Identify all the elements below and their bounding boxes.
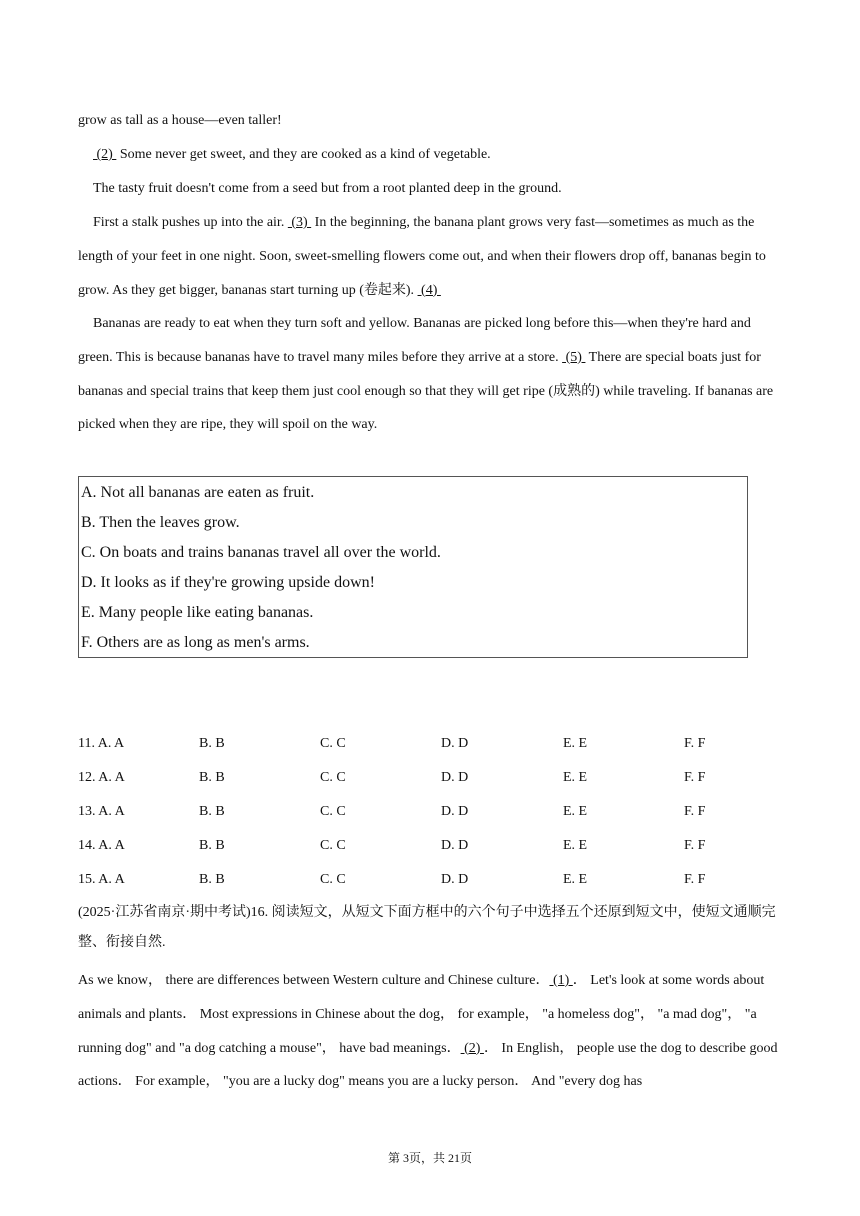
choice-c[interactable]: C. C	[320, 872, 346, 887]
paragraph-text: Some never get sweet, and they are cooked as a kind of vegetable.	[116, 147, 491, 162]
choice-f[interactable]: F. F	[684, 770, 706, 785]
option-f: F. Others are as long as men's arms.	[81, 634, 310, 651]
answer-blank-3: (3)	[287, 215, 312, 230]
passage-paragraph-5	[78, 307, 784, 442]
choice-e[interactable]: E. E	[563, 804, 588, 819]
paragraph-text: ． In English， people use the dog to describe good actions． For example， "you are a lucky dog" means you are a lucky person． And "every dog has	[78, 1040, 778, 1090]
choice-c[interactable]: C. C	[320, 838, 346, 853]
choice-f[interactable]: F. F	[684, 838, 706, 853]
choice-b[interactable]: B. B	[199, 804, 225, 819]
question-16-passage	[78, 964, 784, 1099]
choice-c[interactable]: C. C	[320, 736, 346, 751]
option-c: C. On boats and trains bananas travel all over the world.	[81, 544, 441, 561]
question-16-header: (2025·江苏省南京·期中考试)16. 阅读短文，从短文下面方框中的六个句子中选择五个还原到短文中，使短文通顺完整、衔接自然.	[78, 905, 776, 950]
option-d: D. It looks as if they're growing upside down!	[81, 574, 375, 591]
choice-b[interactable]: B. B	[199, 872, 225, 887]
option-a: A. Not all bananas are eaten as fruit.	[81, 484, 315, 501]
answer-blank-5: (5)	[562, 349, 586, 365]
passage-line-top: grow as tall as a house—even taller!	[78, 113, 282, 128]
choice-c[interactable]: C. C	[320, 804, 346, 819]
paragraph-text: As we know， there are differences between Western culture and Chinese culture．	[78, 973, 550, 988]
question-row-15	[78, 872, 798, 892]
paragraph-text: In the beginning, the banana plant grows very fast—sometimes as much as the length of your feet in one night. Soon, sweet-smelling flowers come out, and when their flowers drop off, bananas begin to grow. As they get bigger, bananas start turning up (卷起来).	[78, 215, 766, 298]
choice-f[interactable]: F. F	[684, 736, 706, 751]
choice-a[interactable]: 12. A. A	[78, 770, 125, 785]
choice-b[interactable]: B. B	[199, 736, 225, 751]
answer-blank-4: (4)	[417, 282, 441, 298]
choice-a[interactable]: 13. A. A	[78, 804, 125, 819]
choice-d[interactable]: D. D	[441, 736, 469, 751]
choice-b[interactable]: B. B	[199, 770, 225, 785]
choice-d[interactable]: D. D	[441, 804, 469, 819]
choice-d[interactable]: D. D	[441, 838, 469, 853]
passage-paragraph-4	[78, 206, 784, 307]
answer-blank-1: (1)	[549, 973, 573, 988]
question-row-12	[78, 770, 798, 790]
choice-d[interactable]: D. D	[441, 770, 469, 785]
option-b: B. Then the leaves grow.	[81, 514, 240, 531]
choice-e[interactable]: E. E	[563, 770, 588, 785]
choice-b[interactable]: B. B	[199, 838, 225, 853]
choice-f[interactable]: F. F	[684, 804, 706, 819]
choice-a[interactable]: 15. A. A	[78, 872, 125, 887]
options-box	[78, 476, 748, 658]
page-footer: 第 3页，共 21页	[387, 1151, 472, 1165]
question-row-13	[78, 804, 798, 824]
passage-paragraph-3: The tasty fruit doesn't come from a seed but from a root planted deep in the ground.	[93, 181, 562, 196]
choice-a[interactable]: 14. A. A	[78, 838, 125, 853]
choice-d[interactable]: D. D	[441, 872, 469, 887]
paragraph-text: Bananas are ready to eat when they turn soft and yellow. Bananas are picked long before this—when they're hard and green. This is because bananas have to travel many miles before they arrive at a store.	[78, 316, 751, 365]
question-row-11	[78, 736, 798, 756]
choice-f[interactable]: F. F	[684, 872, 706, 887]
paragraph-text: First a stalk pushes up into the air.	[93, 215, 288, 230]
choice-a[interactable]: 11. A. A	[78, 736, 125, 751]
paragraph-text: There are special boats just for bananas and special trains that keep them just cool enough so that they will get ripe (成熟的) while traveling. If bananas are picked when they are ripe, they will spoil on the way.	[78, 349, 774, 433]
passage-paragraph-2	[78, 138, 784, 172]
answer-blank-2: (2)	[93, 147, 117, 162]
choice-c[interactable]: C. C	[320, 770, 346, 785]
choice-e[interactable]: E. E	[563, 872, 588, 887]
option-e: E. Many people like eating bananas.	[81, 604, 314, 621]
choice-e[interactable]: E. E	[563, 736, 588, 751]
answer-blank-2: (2)	[460, 1040, 484, 1056]
choice-e[interactable]: E. E	[563, 838, 588, 853]
paragraph-text: ． Let's look at some words about animals and plants． Most expressions in Chinese about the dog， for example， "a homeless dog"， "a mad dog"， "a running dog" and "a dog catching a mouse"， have bad meanings．	[78, 973, 765, 1056]
question-row-14	[78, 838, 798, 858]
